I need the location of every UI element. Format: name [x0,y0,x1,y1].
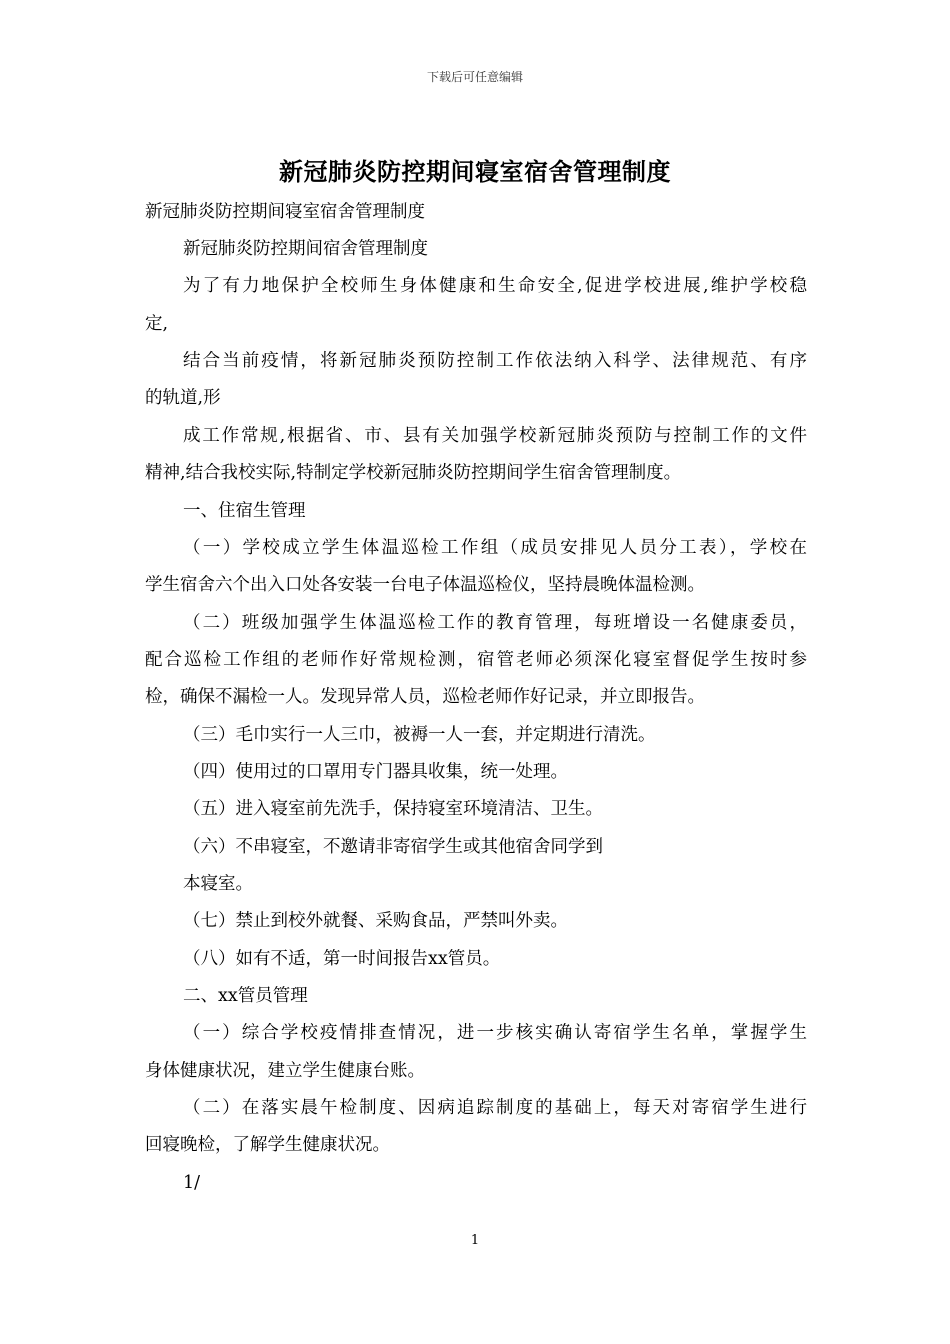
paragraph-line: 配合巡检工作组的老师作好常规检测，宿管老师必须深化寝室督促学生按时参 [145,650,807,670]
paragraph-line: （七）禁止到校外就餐、采购食品，严禁叫外卖。 [183,911,568,931]
paragraph-line: 为了有力地保护全校师生身体健康和生命安全,促进学校进展,维护学校稳 [183,276,807,296]
paragraph-line: （五）进入寝室前先洗手，保持寝室环境清洁、卫生。 [183,799,603,819]
paragraph-line: 身体健康状况，建立学生健康台账。 [145,1061,425,1081]
page-number: 1 [470,1233,480,1248]
paragraph-line: （八）如有不适，第一时间报告xx管员。 [183,949,501,969]
paragraph-line: 成工作常规,根据省、市、县有关加强学校新冠肺炎预防与控制工作的文件 [183,426,807,446]
paragraph-line: 精神,结合我校实际,特制定学校新冠肺炎防控期间学生宿舍管理制度。 [145,463,682,483]
header-note: 下载后可任意编辑 [426,70,523,84]
paragraph-line: 本寝室。 [183,874,253,894]
paragraph-line: （二）班级加强学生体温巡检工作的教育管理，每班增设一名健康委员， [183,613,807,633]
section-heading: 新冠肺炎防控期间宿舍管理制度 [183,239,428,259]
paragraph-line: （三）毛巾实行一人三巾，被褥一人一套，并定期进行清洗。 [183,725,656,745]
paragraph-line: 学生宿舍六个出入口处各安装一台电子体温巡检仪，坚持晨晚体温检测。 [145,575,705,595]
paragraph-line: （一）学校成立学生体温巡检工作组（成员安排见人员分工表），学校在 [183,538,807,558]
document-title: 新冠肺炎防控期间寝室宿舍管理制度 [279,157,671,186]
paragraph-line: （六）不串寝室，不邀请非寄宿学生或其他宿舍同学到 [183,837,603,857]
paragraph-line: （二）在落实晨午检制度、因病追踪制度的基础上，每天对寄宿学生进行 [183,1098,807,1118]
section-heading: 一、住宿生管理 [183,501,306,521]
paragraph-line: 结合当前疫情，将新冠肺炎预防控制工作依法纳入科学、法律规范、有序 [183,351,807,371]
paragraph-line: 的轨道,形 [145,388,221,408]
subtitle-line: 新冠肺炎防控期间寝室宿舍管理制度 [145,202,425,222]
paragraph-line: 检，确保不漏检一人。发现异常人员，巡检老师作好记录，并立即报告。 [145,687,705,707]
paragraph-line: 定, [145,314,169,334]
page-fraction-marker: 1/ [183,1173,201,1193]
section-heading: 二、xx管员管理 [183,986,308,1006]
paragraph-line: （一）综合学校疫情排查情况，进一步核实确认寄宿学生名单，掌握学生 [183,1023,807,1043]
paragraph-line: （四）使用过的口罩用专门器具收集，统一处理。 [183,762,568,782]
paragraph-line: 回寝晚检，了解学生健康状况。 [145,1135,390,1155]
